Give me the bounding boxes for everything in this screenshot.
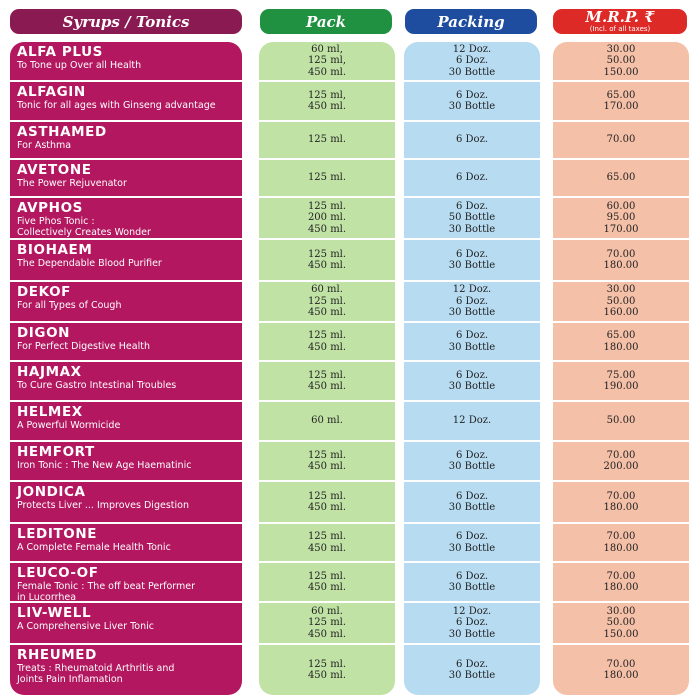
mrp-cell: 65.00 180.00 <box>553 323 689 362</box>
mrp-cell: 70.00 180.00 <box>553 482 689 524</box>
product-description: Treats : Rheumatoid Arthritis and Joints Pain Inflamation <box>17 663 175 685</box>
product-row <box>10 402 242 442</box>
pack-cell: 60 ml. 125 ml. 450 ml. <box>259 282 395 323</box>
packing-cell: 12 Doz. 6 Doz. 30 Bottle <box>404 42 540 82</box>
product-description: For all Types of Cough <box>17 300 122 311</box>
pack-cell: 125 ml. 450 ml. <box>259 563 395 603</box>
product-name: LIV-WELL <box>17 605 92 621</box>
product-description: Five Phos Tonic : Collectively Creates Wonder <box>17 216 151 238</box>
product-name: DIGON <box>17 325 71 341</box>
header-pack: Pack <box>260 9 392 34</box>
product-row <box>10 323 242 362</box>
product-name: ALFA PLUS <box>17 44 103 60</box>
pack-cell: 60 ml. <box>259 402 395 442</box>
product-description: A Complete Female Health Tonic <box>17 542 171 553</box>
product-description: The Power Rejuvenator <box>17 178 127 189</box>
packing-cell: 12 Doz. 6 Doz. 30 Bottle <box>404 282 540 323</box>
product-row <box>10 603 242 645</box>
product-description: For Asthma <box>17 140 72 151</box>
product-row <box>10 563 242 603</box>
product-row <box>10 198 242 240</box>
product-row <box>10 645 242 695</box>
header-mrp-note: (Incl. of all taxes) <box>589 25 651 33</box>
product-row <box>10 282 242 323</box>
header-mrp-label: M.R.P. ₹ <box>585 8 655 26</box>
pack-cell: 60 ml, 125 ml, 450 ml. <box>259 42 395 82</box>
product-name: HELMEX <box>17 404 83 420</box>
pack-cell: 60 ml. 125 ml. 450 ml. <box>259 603 395 645</box>
product-row <box>10 82 242 122</box>
product-row <box>10 524 242 563</box>
packing-cell: 6 Doz. 30 Bottle <box>404 362 540 402</box>
product-description: A Powerful Wormicide <box>17 420 121 431</box>
mrp-cell: 65.00 <box>553 160 689 198</box>
packing-cell: 6 Doz. 30 Bottle <box>404 442 540 482</box>
packing-cell: 6 Doz. 30 Bottle <box>448 658 496 681</box>
pack-cell: 125 ml. 450 ml. <box>259 362 395 402</box>
product-row <box>10 122 242 160</box>
product-description: For Perfect Digestive Health <box>17 341 150 352</box>
mrp-cell: 70.00 180.00 <box>553 524 689 563</box>
pack-column <box>259 42 395 695</box>
header-mrp <box>553 9 687 34</box>
packing-cell: 6 Doz. <box>404 122 540 160</box>
product-row <box>10 160 242 198</box>
mrp-cell: 50.00 <box>553 402 689 442</box>
packing-cell: 12 Doz. 6 Doz. 30 Bottle <box>404 603 540 645</box>
mrp-cell: 70.00 <box>553 122 689 160</box>
product-name: LEUCO-OF <box>17 565 99 581</box>
product-name: AVETONE <box>17 162 92 178</box>
pack-cell: 125 ml. 450 ml. <box>259 524 395 563</box>
product-description: To Cure Gastro Intestinal Troubles <box>17 380 177 391</box>
mrp-cell: 30.00 50.00 160.00 <box>553 282 689 323</box>
pack-cell: 125 ml, 450 ml. <box>259 82 395 122</box>
header-packing: Packing <box>405 9 537 34</box>
packing-cell: 6 Doz. 30 Bottle <box>404 563 540 603</box>
mrp-cell: 30.00 50.00 150.00 <box>553 42 689 82</box>
packing-cell: 6 Doz. 30 Bottle <box>404 240 540 282</box>
mrp-cell: 70.00 200.00 <box>553 442 689 482</box>
packing-cell: 6 Doz. 50 Bottle 30 Bottle <box>404 198 540 240</box>
product-name: HEMFORT <box>17 444 95 460</box>
pack-cell: 125 ml. <box>259 160 395 198</box>
product-description: Iron Tonic : The New Age Haematinic <box>17 460 192 471</box>
mrp-cell: 70.00 180.00 <box>553 563 689 603</box>
mrp-column <box>553 42 689 695</box>
mrp-cell: 30.00 50.00 150.00 <box>553 603 689 645</box>
mrp-cell: 75.00 190.00 <box>553 362 689 402</box>
pack-cell: 125 ml. 450 ml. <box>259 240 395 282</box>
product-row <box>10 482 242 524</box>
packing-cell: 6 Doz. <box>404 160 540 198</box>
product-description: The Dependable Blood Purifier <box>17 258 162 269</box>
mrp-cell: 65.00 170.00 <box>553 82 689 122</box>
pack-cell: 125 ml. 450 ml. <box>259 323 395 362</box>
product-name: LEDITONE <box>17 526 98 542</box>
packing-cell: 6 Doz. 30 Bottle <box>404 482 540 524</box>
product-name: HAJMAX <box>17 364 82 380</box>
product-description: To Tone up Over all Health <box>17 60 142 71</box>
packing-column <box>404 42 540 695</box>
product-name-column <box>10 42 242 695</box>
product-name: ALFAGIN <box>17 84 86 100</box>
packing-cell: 6 Doz. 30 Bottle <box>404 524 540 563</box>
product-name: RHEUMED <box>17 647 97 663</box>
product-description: Protects Liver ... Improves Digestion <box>17 500 189 511</box>
product-row <box>10 42 242 82</box>
product-row <box>10 240 242 282</box>
pack-cell: 125 ml. 450 ml. <box>259 442 395 482</box>
packing-cell: 6 Doz. 30 Bottle <box>404 82 540 122</box>
product-description: A Comprehensive Liver Tonic <box>17 621 154 632</box>
header-syrups-tonics: Syrups / Tonics <box>10 9 242 34</box>
product-row <box>10 362 242 402</box>
product-description: Female Tonic : The off beat Performer in Lucorrhea <box>17 581 196 603</box>
product-name: AVPHOS <box>17 200 83 216</box>
product-name: JONDICA <box>17 484 86 500</box>
pack-cell: 125 ml. 200 ml. 450 ml. <box>259 198 395 240</box>
mrp-cell: 70.00 180.00 <box>603 658 639 681</box>
packing-cell: 6 Doz. 30 Bottle <box>404 323 540 362</box>
product-description: Tonic for all ages with Ginseng advantage <box>17 100 216 111</box>
mrp-cell: 70.00 180.00 <box>553 240 689 282</box>
product-name: BIOHAEM <box>17 242 93 258</box>
product-name: ASTHAMED <box>17 124 107 140</box>
pack-cell: 125 ml. 450 ml. <box>307 658 347 681</box>
mrp-cell: 60.00 95.00 170.00 <box>553 198 689 240</box>
packing-cell: 12 Doz. <box>404 402 540 442</box>
product-row <box>10 442 242 482</box>
product-name: DEKOF <box>17 284 71 300</box>
pack-cell: 125 ml. 450 ml. <box>259 482 395 524</box>
pack-cell: 125 ml. <box>259 122 395 160</box>
